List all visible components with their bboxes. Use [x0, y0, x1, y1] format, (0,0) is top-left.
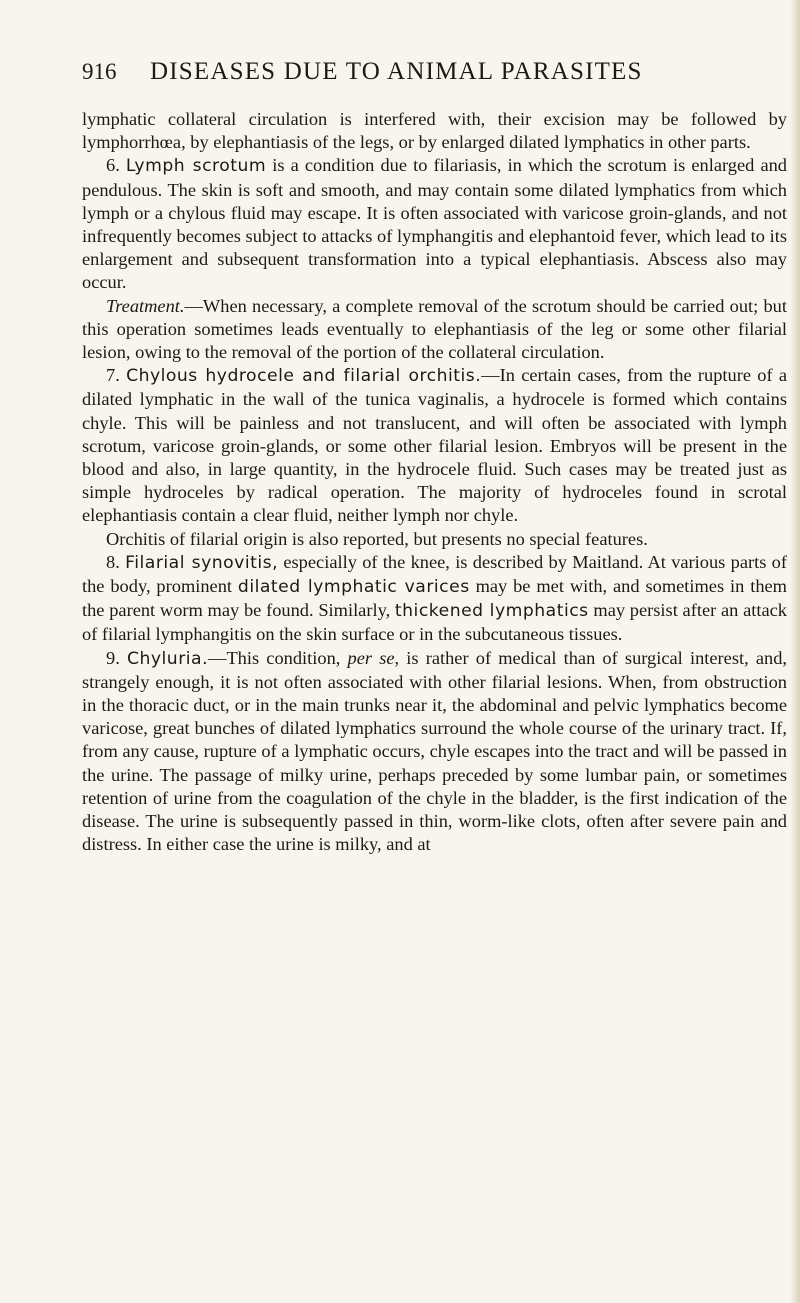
treatment-label: Treatment. — [106, 295, 185, 316]
italic-per-se: per se, — [347, 647, 400, 668]
section-heading: Chyluria. — [126, 648, 209, 669]
running-head: DISEASES DUE TO ANIMAL PARASITES — [150, 58, 643, 85]
paragraph-filarial-synovitis: 8. Filarial synovitis, especially of the knee, is described by Maitland. At various parts of the body, prominent dilated lymphatic varices may be met with, and sometimes in them the parent worm may be found. Similarly, thickened lymphatics may persist after an attack of filarial lymphangitis on the skin surface or in the subcutaneous tissues. — [82, 551, 787, 645]
paragraph-orchitis: Orchitis of filarial origin is also reported, but presents no special features. — [106, 528, 648, 549]
paragraph-chylous-hydrocele: 7. Chylous hydrocele and filarial orchitis.—In certain cases, from the rupture of a dilated lymphatic in the wall of the tunica vaginalis, a hydrocele is formed which contains chyle. This will be painless and not translucent, and will often be associated with lymph scrotum, varicose groin-glands, or some other filarial lesion. Embryos will be present in the blood and also, in large quantity, in the hydrocele fluid. Such cases may be treated just as simple hydroceles by radical operation. The majority of hydroceles found in scrotal elephantiasis contain a clear fluid, neither lymph nor chyle. — [82, 365, 788, 526]
section-number: 8. — [106, 551, 120, 572]
section-number: 9. — [106, 647, 120, 668]
page-edge-shadow — [790, 0, 800, 1303]
paragraph-lymph-scrotum: 6. Lymph scrotum is a condition due to filariasis, in which the scrotum is enlarged and pendulous. The skin is soft and smooth, and may contain some dilated lymphatics from which lymph or a chylous fluid may escape. It is often associated with varicose groin-glands, and not infrequently becomes subject to attacks of lymphangitis and elephantoid fever, which lead to its enlargement and subsequent transformation into a typical elephantiasis. Abscess also may occur. — [82, 155, 787, 293]
body-text — [82, 108, 787, 857]
page-number: 916 — [82, 59, 117, 84]
section-heading: Filarial synovitis, — [125, 552, 279, 573]
paragraph-chyluria: 9. Chyluria.—This condition, per se, is rather of medical than of surgical interest, and, strangely enough, it is not often associated with other filarial lesions. When, from obstruction in the thoracic duct, or in the main trunks near it, the abdominal and pelvic lymphatics become varicose, great bunches of dilated lymphatics surround the whole course of the urinary tract. If, from any cause, rupture of a lymphatic occurs, chyle escapes into the tract and will be passed in the urine. The passage of milky urine, perhaps preceded by some lumbar pain, or sometimes retention of urine from the coagulation of the chyle in the bladder, is the first indication of the disease. The urine is subsequently passed in thin, worm-like clots, often after severe pain and distress. In either case the urine is milky, and at — [82, 647, 787, 855]
section-number: 6. — [106, 155, 120, 176]
paragraph-treatment: Treatment.—When necessary, a complete removal of the scrotum should be carried out; but this operation sometimes leads eventually to elephantiasis of the leg or some other filarial lesion, owing to the removal of the portion of the collateral circulation. — [82, 295, 787, 363]
page-header — [82, 58, 787, 98]
term-thickened-lymphatics: thickened lymphatics — [394, 601, 589, 622]
term-dilated-lymphatic-varices: dilated lymphatic varices — [237, 577, 470, 598]
paragraph-continuation: lymphatic collateral circulation is interfered with, their excision may be followed by lymphorrhœa, by elephantiasis of the legs, or by enlarged dilated lymphatics in other parts. — [82, 109, 787, 153]
section-heading: Chylous hydrocele and filarial orchitis. — [126, 366, 482, 387]
section-number: 7. — [106, 365, 120, 386]
book-page — [82, 58, 787, 857]
section-heading: Lymph scrotum — [125, 156, 267, 177]
